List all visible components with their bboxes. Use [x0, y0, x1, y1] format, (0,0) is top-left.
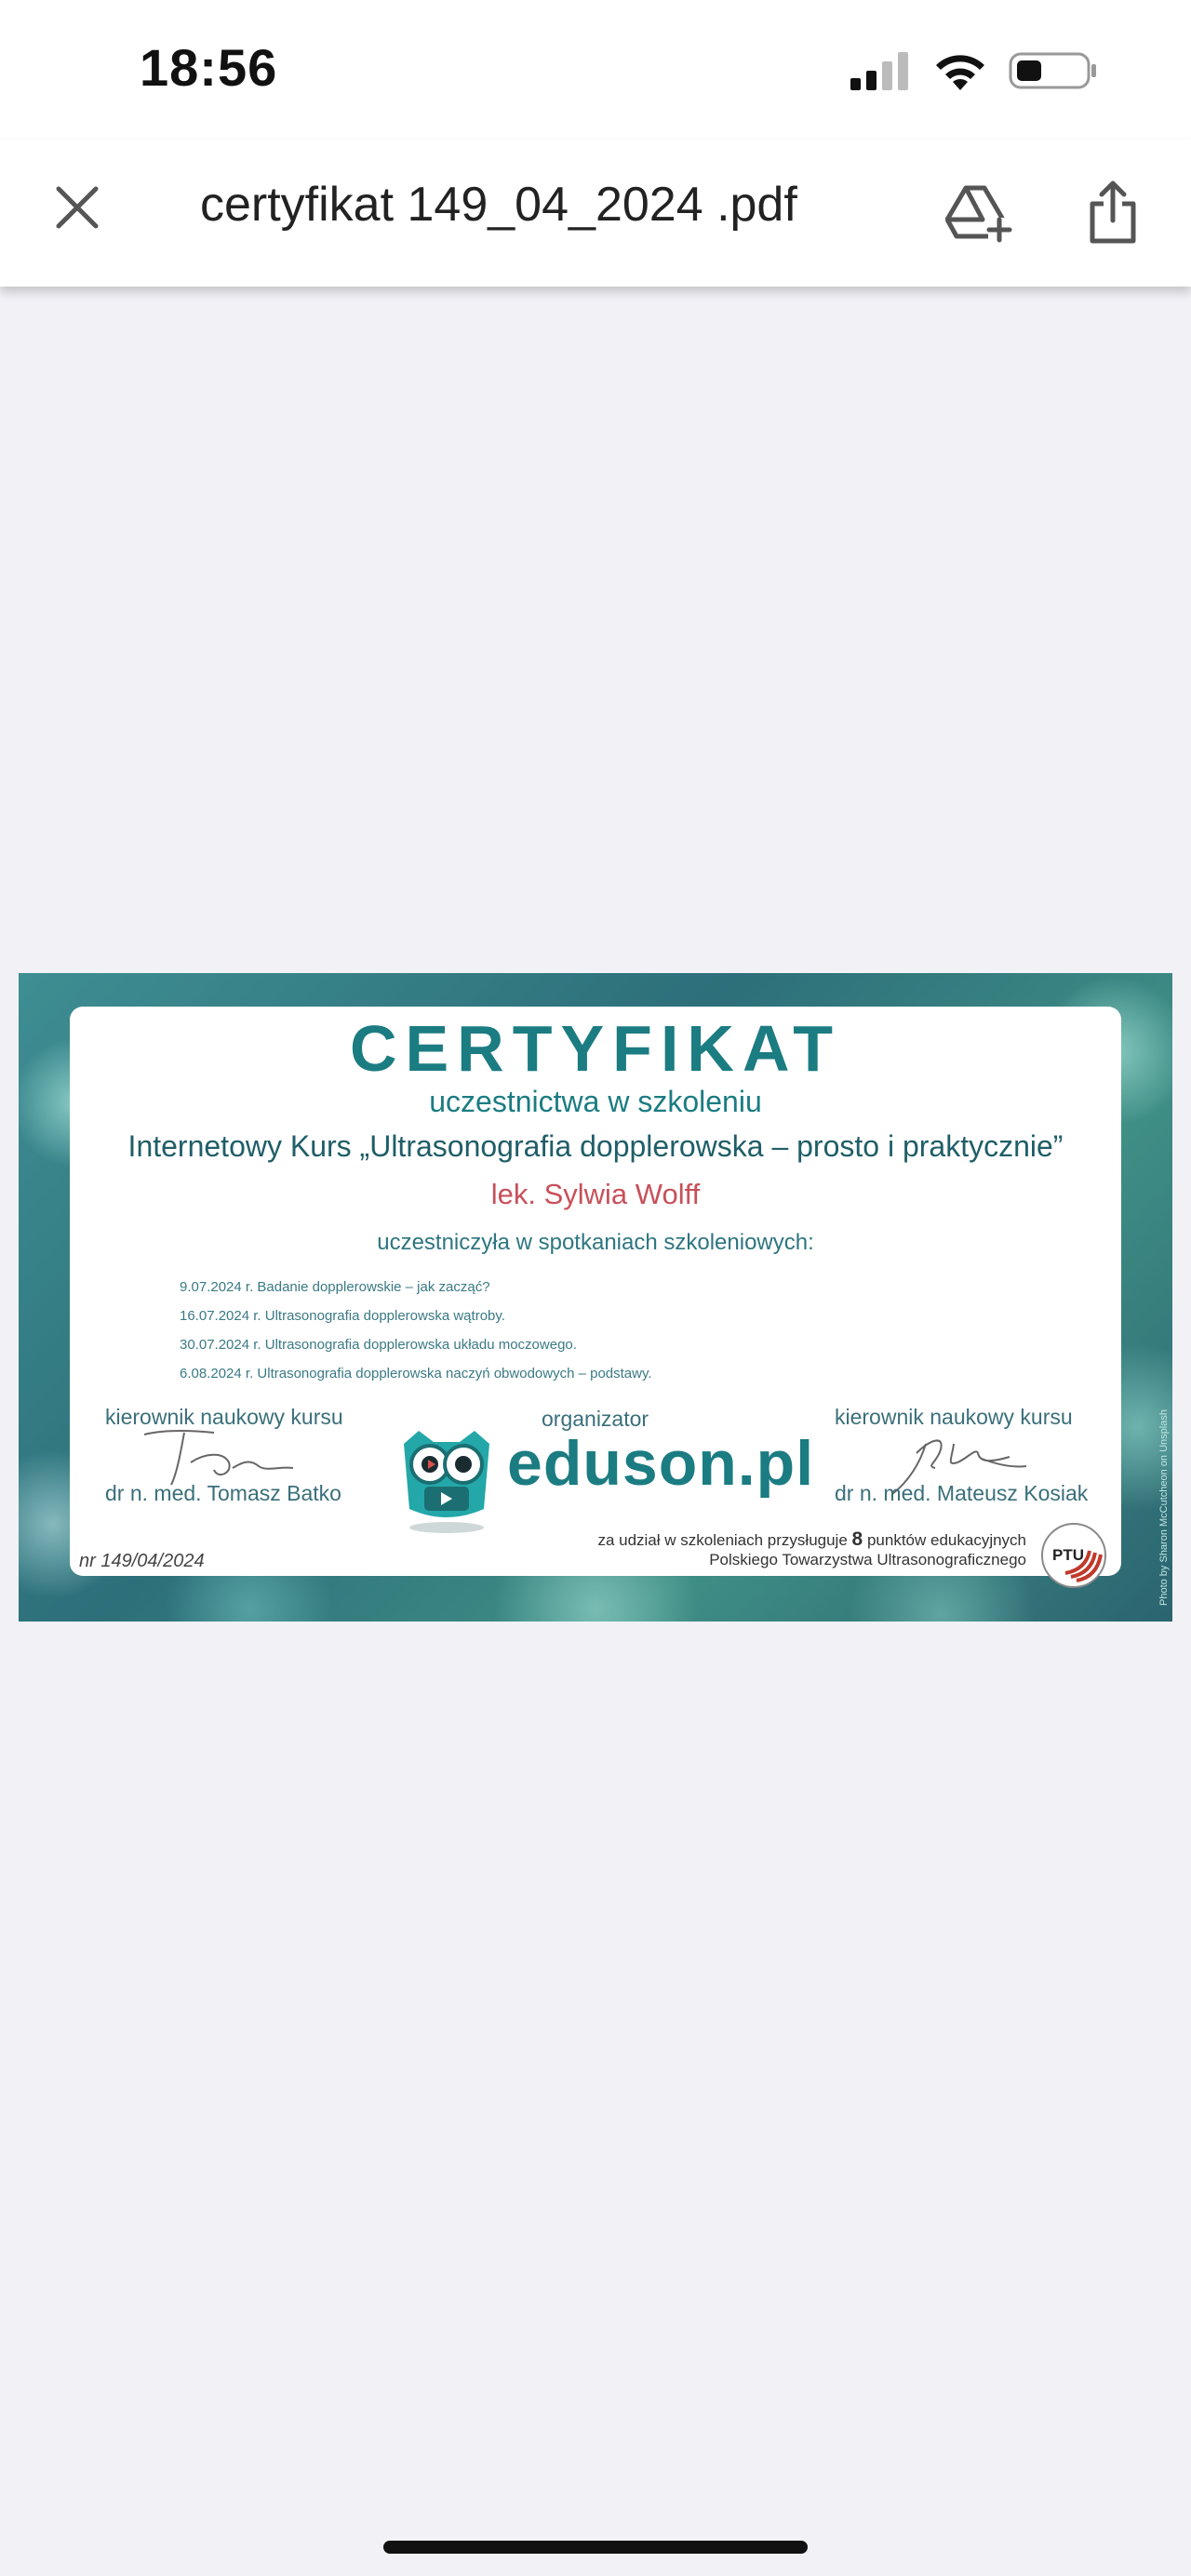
- participation-label: uczestniczyła w spotkaniach szkoleniowych:: [377, 1230, 814, 1255]
- course-name: Internetowy Kurs „Ultrasonografia dopplerowska – prosto i praktycznie”: [127, 1129, 1064, 1163]
- right-director-name: dr n. med. Mateusz Kosiak: [835, 1481, 1089, 1505]
- battery-icon: [1009, 50, 1098, 91]
- certificate-page: [19, 973, 1172, 1622]
- ptu-logo: [1039, 1521, 1108, 1590]
- left-director-heading: kierownik naukowy kursu: [105, 1405, 343, 1429]
- status-time: 18:56: [140, 38, 278, 97]
- close-icon: [55, 185, 100, 230]
- session-list: [180, 1273, 652, 1388]
- certificate-subtitle: uczestnictwa w szkoleniu: [429, 1085, 762, 1118]
- organizer-label: organizator: [542, 1407, 649, 1431]
- points-suffix: punktów edukacyjnych: [866, 1531, 1026, 1549]
- photo-credit: Photo by Sharon McCutcheon on Unsplash: [1158, 1409, 1170, 1606]
- participant-name: lek. Sylwia Wolff: [490, 1178, 701, 1210]
- close-button[interactable]: [47, 177, 108, 238]
- ptu-logo-text: PTU: [1052, 1546, 1084, 1564]
- eduson-wordmark: eduson.pl: [507, 1428, 815, 1499]
- pdf-viewer-toolbar: [0, 140, 1191, 287]
- eduson-owl-logo: [391, 1425, 502, 1537]
- home-indicator[interactable]: [383, 2541, 808, 2554]
- status-icons: [850, 43, 1098, 99]
- right-director-heading: kierownik naukowy kursu: [835, 1405, 1073, 1429]
- session-item: 9.07.2024 r. Badanie dopplerowskie – jak zacząć?: [180, 1279, 490, 1295]
- add-to-drive-button[interactable]: [942, 177, 1016, 251]
- points-value: 8: [851, 1528, 863, 1550]
- share-button[interactable]: [1079, 175, 1146, 249]
- certificate-number: nr 149/04/2024: [79, 1551, 205, 1571]
- status-bar: [0, 0, 1191, 140]
- certificate-card: [70, 1007, 1121, 1576]
- points-line-1: [597, 1528, 1026, 1551]
- left-director-name: dr n. med. Tomasz Batko: [105, 1481, 341, 1505]
- document-title: certyfikat 149_04_2024 .pdf: [200, 178, 797, 232]
- points-line-2: Polskiego Towarzystwa Ultrasonograficznego: [709, 1551, 1026, 1568]
- session-item: 16.07.2024 r. Ultrasonografia dopplerowska wątroby.: [180, 1308, 505, 1324]
- share-icon: [1087, 180, 1139, 245]
- session-item: 30.07.2024 r. Ultrasonografia dopplerowska układu moczowego.: [180, 1337, 577, 1353]
- cellular-signal-icon: [850, 50, 912, 91]
- certificate-title: CERTYFIKAT: [349, 1012, 842, 1085]
- wifi-icon: [932, 49, 988, 92]
- points-prefix: za udział w szkoleniach przysługuje: [597, 1531, 848, 1549]
- add-to-drive-icon: [945, 182, 1012, 246]
- session-item: 6.08.2024 r. Ultrasonografia dopplerowska naczyń obwodowych – podstawy.: [180, 1366, 652, 1381]
